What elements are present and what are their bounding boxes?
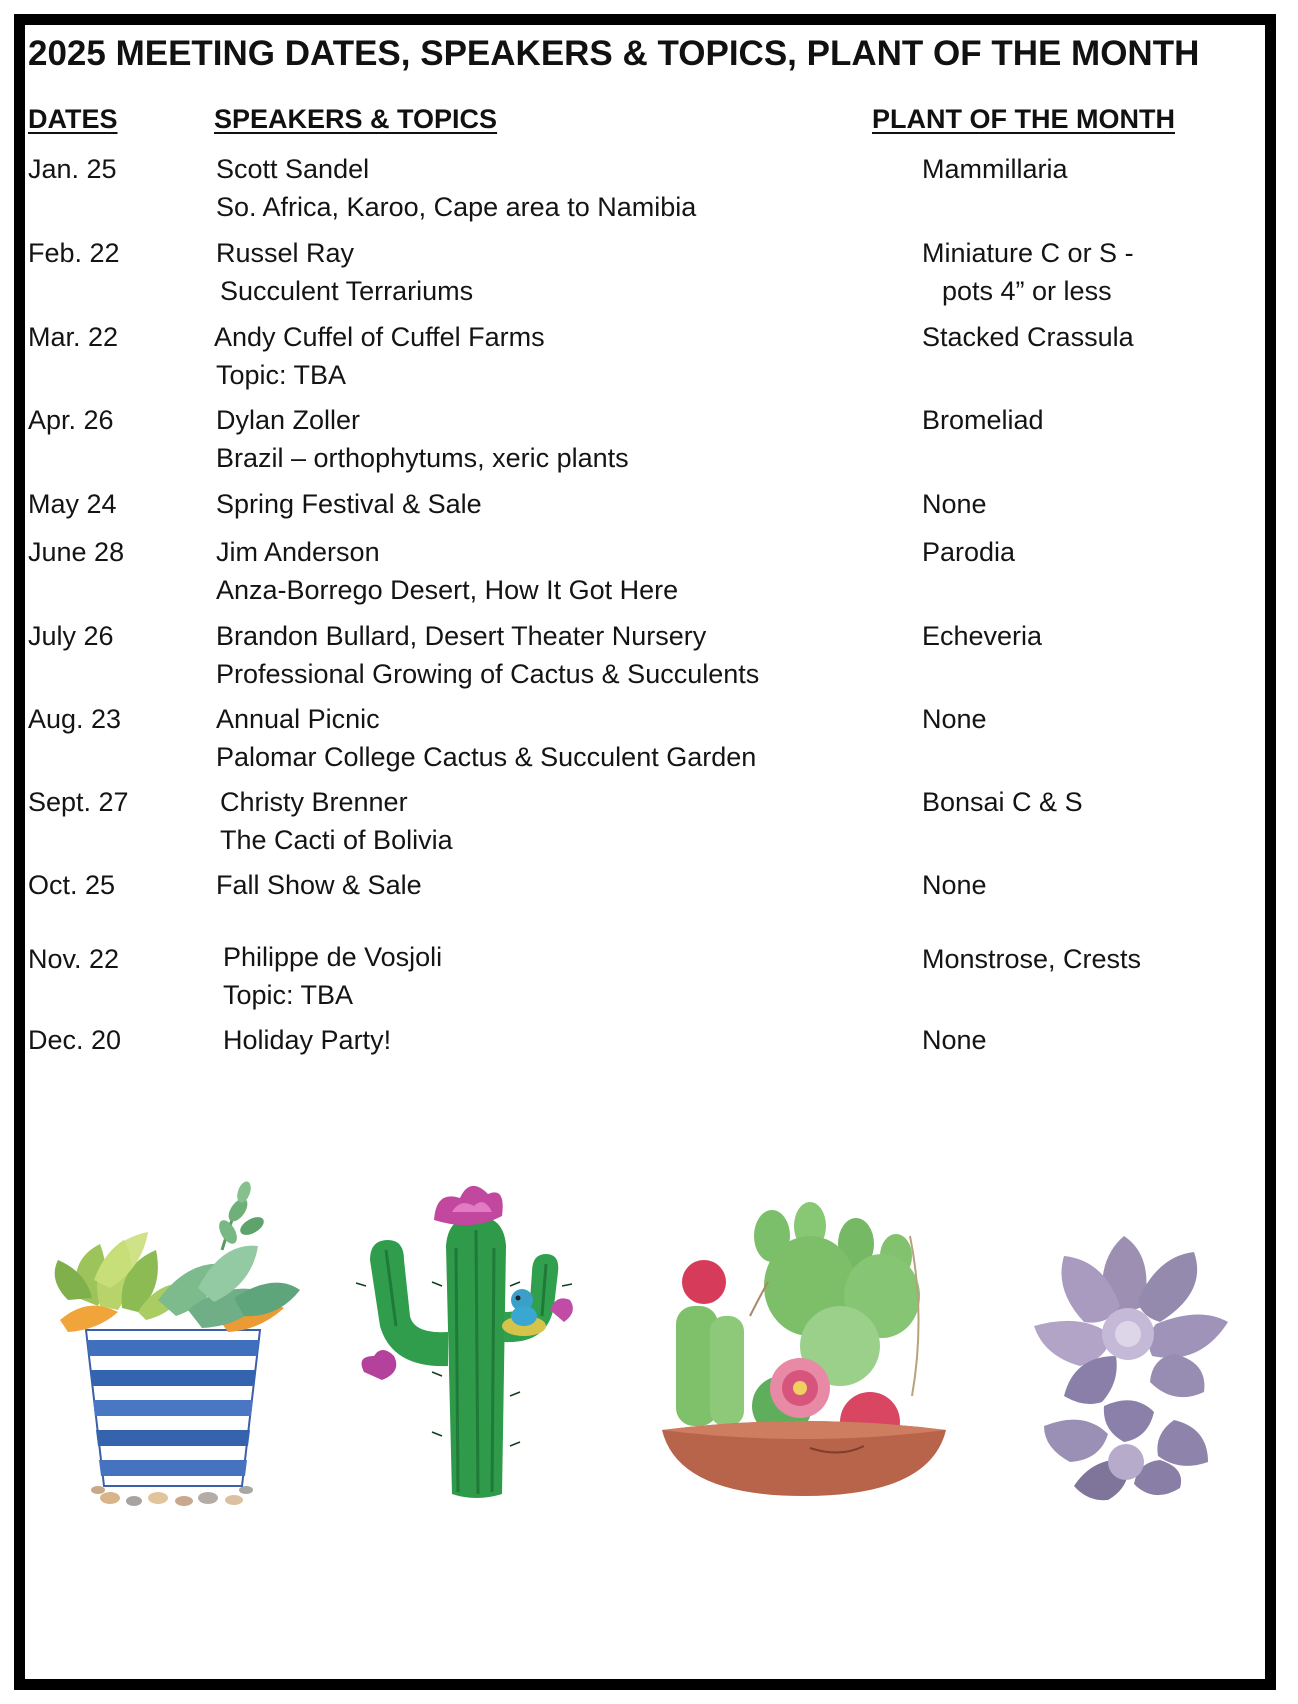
speaker-name: Scott Sandel [216,154,370,184]
striped-pot [86,1330,260,1486]
saguaro-cactus-illustration [352,1176,612,1506]
plant-name: Stacked Crassula [922,322,1134,352]
meeting-date: Feb. 22 [28,238,120,268]
speaker-name: Philippe de Vosjoli [223,942,443,972]
meeting-date: Mar. 22 [28,322,119,352]
plant-name: Miniature C or S - [922,238,1134,268]
plant-name: None [922,1025,987,1055]
plant-name-note: pots 4” or less [942,276,1112,306]
topic-text: Palomar College Cactus & Succulent Garden [216,742,757,772]
speaker-name: Christy Brenner [220,787,408,817]
meeting-date: Aug. 23 [28,704,122,734]
rosette-lower [1044,1400,1208,1500]
meeting-speaker-topic [223,938,442,1014]
topic-text: Topic: TBA [216,360,347,390]
pebbles [91,1486,253,1506]
topic-text: Anza-Borrego Desert, How It Got Here [216,575,679,605]
meeting-date: Jan. 25 [28,154,117,184]
plant-name: Bromeliad [922,405,1044,435]
plant-of-month [922,533,1015,571]
topic-text: The Cacti of Bolivia [220,825,453,855]
page-title: 2025 MEETING DATES, SPEAKERS & TOPICS, PLANT OF THE MONTH [28,34,1200,73]
meeting-date: Dec. 20 [28,1025,122,1055]
echeveria-rosette-illustration [1004,1216,1254,1506]
cactus-body [370,1216,558,1498]
speaker-name: Holiday Party! [223,1025,392,1055]
meeting-speaker-topic [220,783,453,859]
speaker-name: Andy Cuffel of Cuffel Farms [214,322,545,352]
plant-name: Bonsai C & S [922,787,1083,817]
column-header-plant-of-the-month: PLANT OF THE MONTH [872,104,1175,134]
plant-of-month [922,1021,987,1059]
topic-text: Topic: TBA [223,980,354,1010]
bowl-flower [770,1358,830,1418]
speaker-name: Brandon Bullard, Desert Theater Nursery [216,621,707,651]
meeting-speaker-topic [216,700,756,776]
meeting-speaker-topic [216,401,629,477]
meeting-date: Nov. 22 [28,944,120,974]
meeting-date: June 28 [28,537,125,567]
column-header-dates: DATES [28,104,118,134]
meeting-speaker-topic [216,150,696,226]
plant-name: None [922,489,987,519]
topic-text: Professional Growing of Cactus & Succulents [216,659,760,689]
speaker-name: Jim Anderson [216,537,380,567]
plant-name: Echeveria [922,621,1043,651]
meeting-speaker-topic [216,485,482,523]
clay-bowl [662,1421,946,1496]
meeting-date: May 24 [28,489,117,519]
meeting-speaker-topic [223,1021,391,1059]
meeting-date: July 26 [28,621,114,651]
meeting-date: Apr. 26 [28,405,114,435]
topic-text: Succulent Terrariums [220,276,474,306]
plant-name: None [922,870,987,900]
speaker-name: Annual Picnic [216,704,380,734]
plant-of-month [922,617,1042,655]
meeting-speaker-topic [216,866,422,904]
plant-name: Mammillaria [922,154,1068,184]
speaker-name: Russel Ray [216,238,355,268]
rosette-upper [1034,1236,1228,1404]
succulent-striped-pot-illustration [38,1180,308,1510]
plant-name: Monstrose, Crests [922,944,1142,974]
speaker-name: Spring Festival & Sale [216,489,482,519]
meeting-date: Oct. 25 [28,870,116,900]
topic-text: Brazil – orthophytums, xeric plants [216,443,629,473]
plant-name: Parodia [922,537,1016,567]
plant-of-month [922,234,1134,310]
column-header-speakers-topics: SPEAKERS & TOPICS [214,104,498,134]
plant-of-month [922,940,1141,978]
plant-of-month [922,401,1044,439]
cactus-bowl-illustration [660,1196,950,1496]
speaker-name: Fall Show & Sale [216,870,422,900]
plant-of-month [922,318,1134,356]
plant-of-month [922,150,1068,188]
plant-name: None [922,704,987,734]
plant-of-month [922,866,987,904]
meeting-speaker-topic [216,533,678,609]
speaker-name: Dylan Zoller [216,405,361,435]
meeting-date: Sept. 27 [28,787,129,817]
topic-text: So. Africa, Karoo, Cape area to Namibia [216,192,697,222]
plant-of-month [922,783,1083,821]
plant-of-month [922,485,987,523]
meeting-speaker-topic [216,617,759,693]
meeting-speaker-topic [216,234,473,310]
plant-of-month [922,700,987,738]
meeting-speaker-topic [214,318,545,394]
